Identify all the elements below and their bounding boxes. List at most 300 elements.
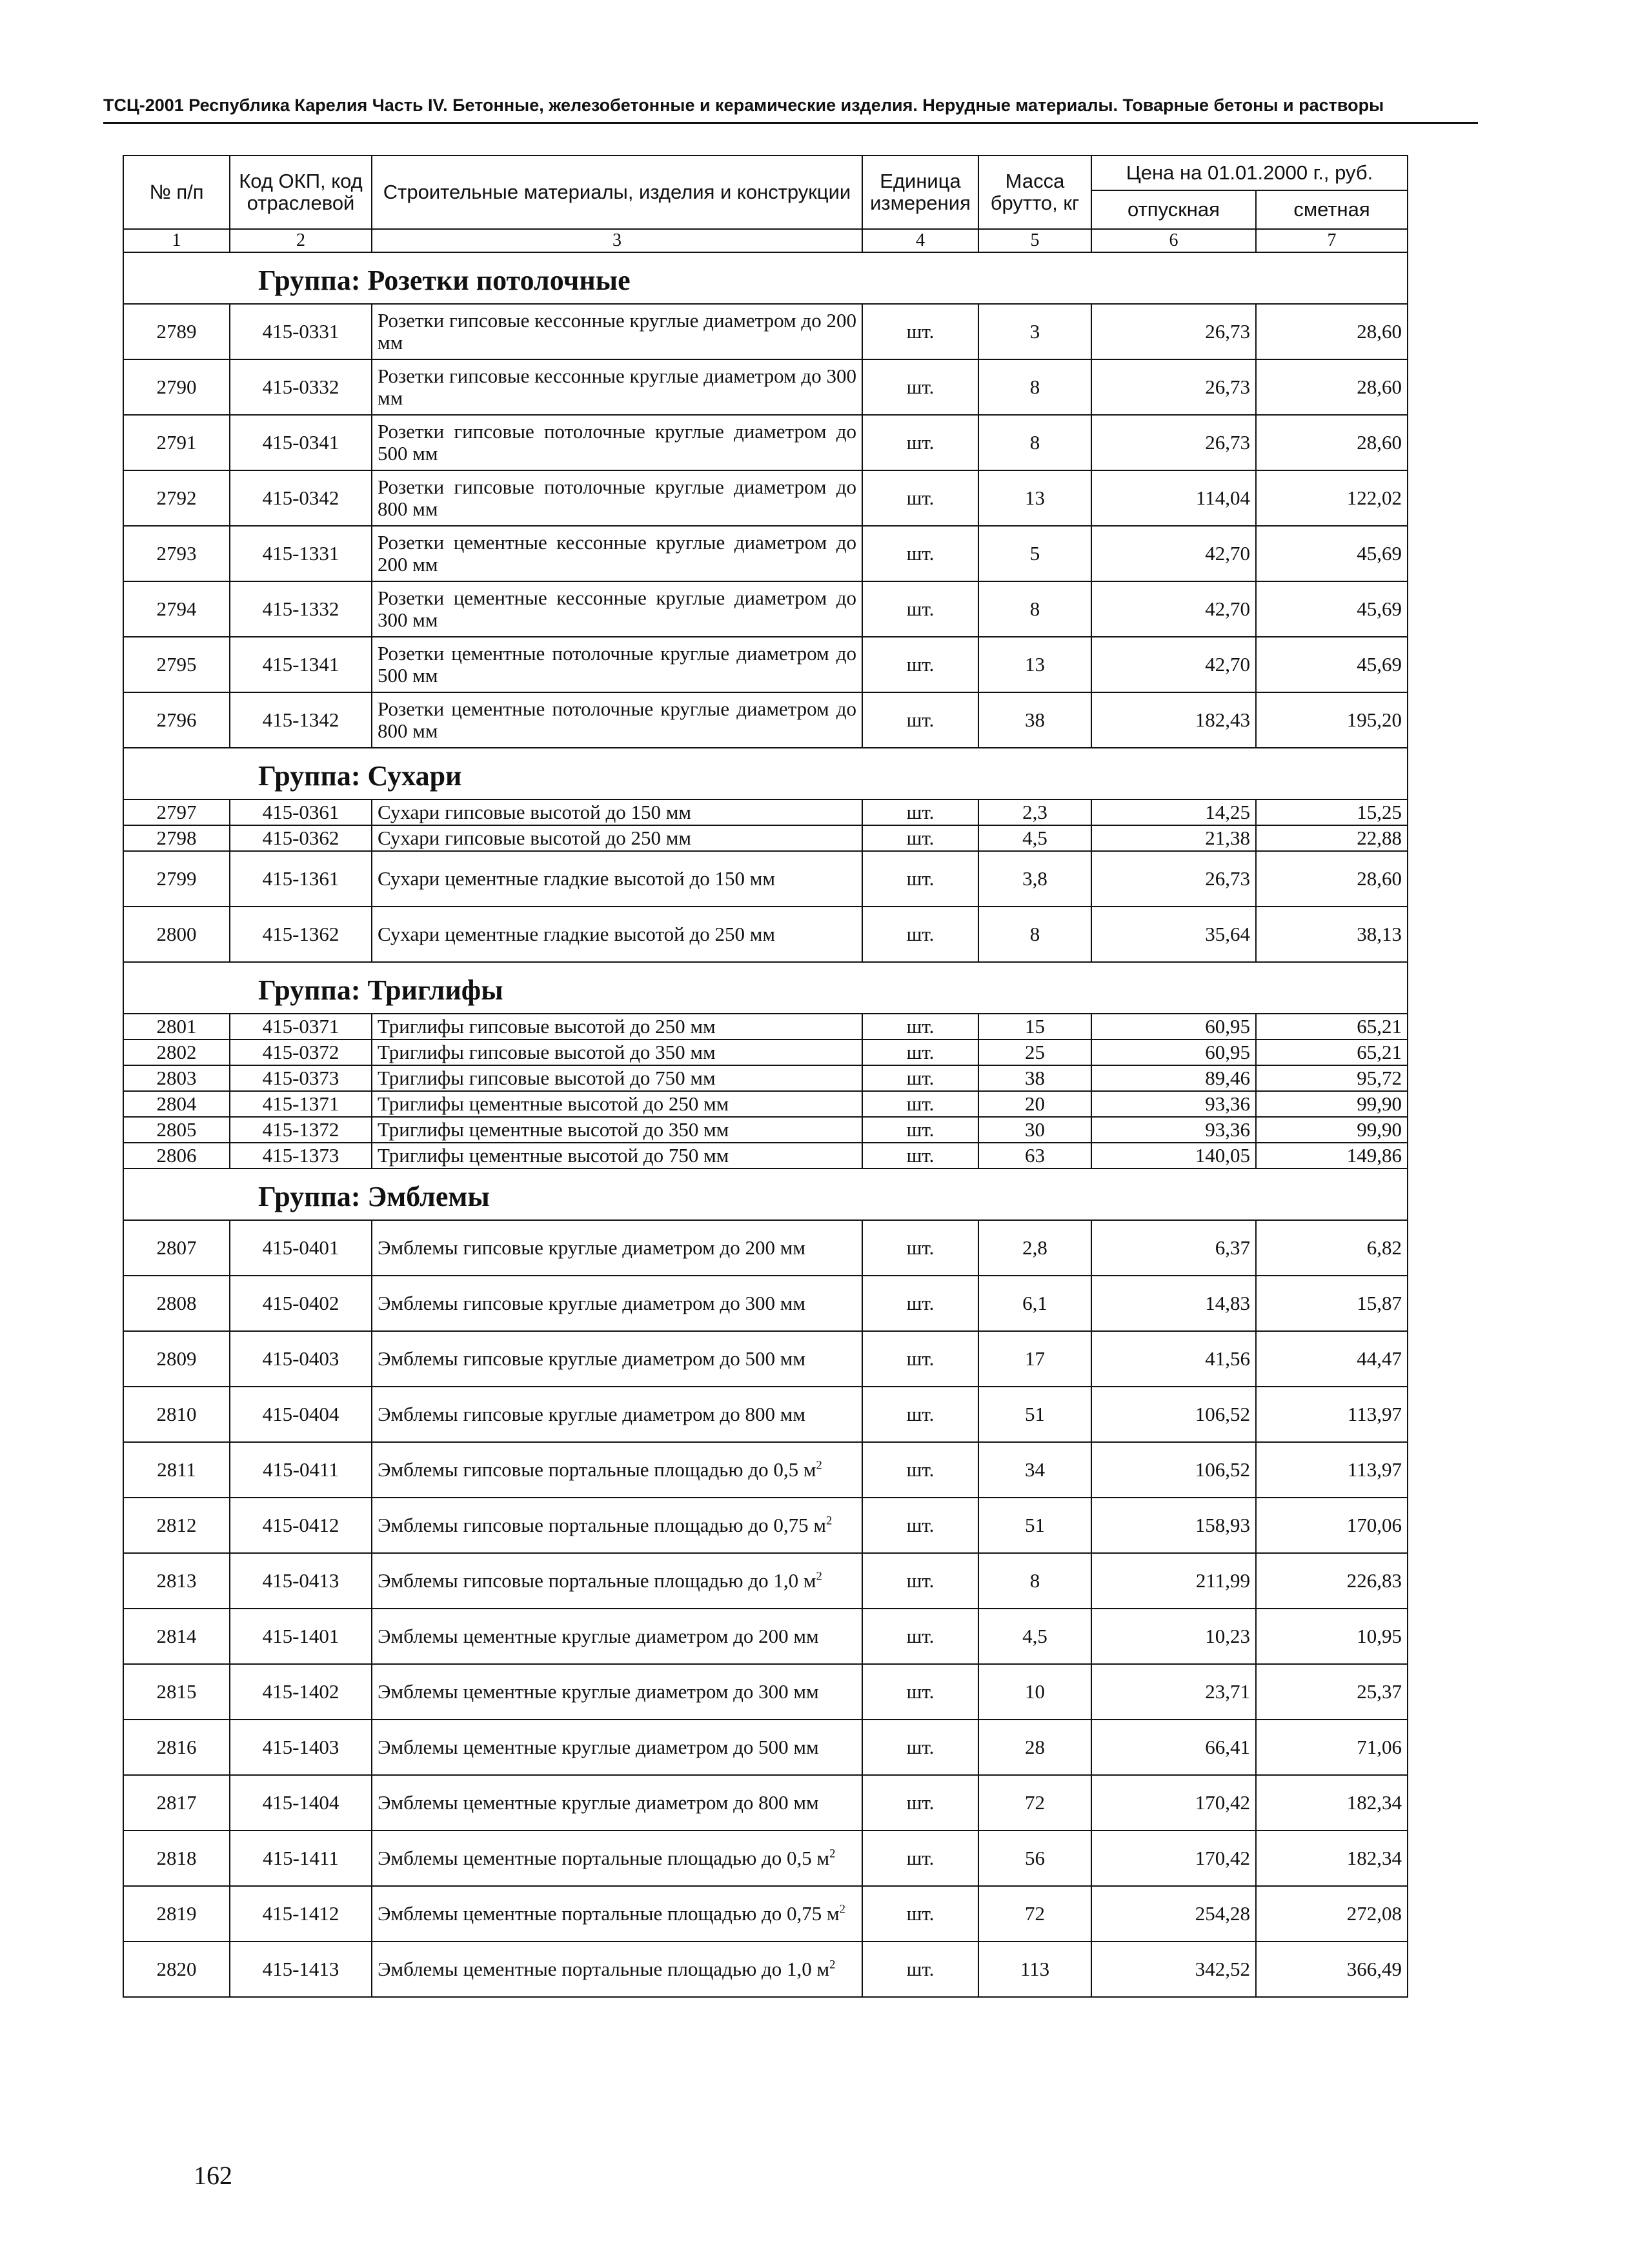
column-number: 2 xyxy=(230,229,372,252)
cell-name: Розетки гипсовые потолочные круглые диаметром до 500 мм xyxy=(372,415,862,470)
cell-mass: 13 xyxy=(978,470,1091,526)
cell-price-sale: 158,93 xyxy=(1091,1498,1256,1553)
cell-price-estimate: 22,88 xyxy=(1256,825,1408,851)
cell-num: 2795 xyxy=(123,637,230,692)
cell-name xyxy=(372,1553,862,1609)
cell-price-sale: 42,70 xyxy=(1091,581,1256,637)
table-row xyxy=(123,1775,1408,1831)
cell-unit: шт. xyxy=(862,1775,978,1831)
cell-price-sale: 10,23 xyxy=(1091,1609,1256,1664)
cell-mass: 8 xyxy=(978,1553,1091,1609)
cell-code: 415-0403 xyxy=(230,1331,372,1387)
cell-price-estimate: 99,90 xyxy=(1256,1091,1408,1117)
cell-price-estimate: 113,97 xyxy=(1256,1387,1408,1442)
cell-code: 415-1403 xyxy=(230,1720,372,1775)
cell-num: 2816 xyxy=(123,1720,230,1775)
cell-price-estimate: 6,82 xyxy=(1256,1220,1408,1276)
cell-code: 415-1413 xyxy=(230,1942,372,1997)
cell-num: 2796 xyxy=(123,692,230,748)
cell-mass: 3 xyxy=(978,304,1091,359)
column-number: 3 xyxy=(372,229,862,252)
cell-price-estimate: 15,25 xyxy=(1256,799,1408,825)
cell-num: 2809 xyxy=(123,1331,230,1387)
cell-code: 415-0361 xyxy=(230,799,372,825)
cell-name: Триглифы гипсовые высотой до 350 мм xyxy=(372,1039,862,1065)
cell-name: Эмблемы гипсовые круглые диаметром до 200 мм xyxy=(372,1220,862,1276)
cell-price-sale: 93,36 xyxy=(1091,1117,1256,1143)
name-text: Эмблемы цементные портальные площадью до 1,0 м xyxy=(378,1958,830,1980)
cell-code: 415-0412 xyxy=(230,1498,372,1553)
table-row xyxy=(123,1220,1408,1276)
cell-name: Триглифы гипсовые высотой до 750 мм xyxy=(372,1065,862,1091)
table-row xyxy=(123,1609,1408,1664)
cell-unit: шт. xyxy=(862,1276,978,1331)
cell-unit: шт. xyxy=(862,581,978,637)
cell-price-sale: 6,37 xyxy=(1091,1220,1256,1276)
cell-name: Эмблемы гипсовые круглые диаметром до 500 мм xyxy=(372,1331,862,1387)
table-row xyxy=(123,470,1408,526)
cell-num: 2791 xyxy=(123,415,230,470)
cell-mass: 4,5 xyxy=(978,825,1091,851)
table-row xyxy=(123,304,1408,359)
table-row xyxy=(123,799,1408,825)
col-header-price-estimate: сметная xyxy=(1256,190,1408,229)
cell-price-sale: 66,41 xyxy=(1091,1720,1256,1775)
cell-mass: 51 xyxy=(978,1387,1091,1442)
cell-unit: шт. xyxy=(862,470,978,526)
column-number: 1 xyxy=(123,229,230,252)
cell-mass: 17 xyxy=(978,1331,1091,1387)
cell-mass: 10 xyxy=(978,1664,1091,1720)
cell-price-sale: 114,04 xyxy=(1091,470,1256,526)
group-title: Группа: Триглифы xyxy=(258,974,503,1006)
cell-price-estimate: 182,34 xyxy=(1256,1775,1408,1831)
cell-name: Розетки гипсовые потолочные круглые диаметром до 800 мм xyxy=(372,470,862,526)
cell-name: Сухари гипсовые высотой до 250 мм xyxy=(372,825,862,851)
table-row xyxy=(123,1498,1408,1553)
cell-num: 2799 xyxy=(123,851,230,907)
cell-num: 2806 xyxy=(123,1143,230,1169)
column-number: 7 xyxy=(1256,229,1408,252)
cell-price-sale: 21,38 xyxy=(1091,825,1256,851)
page-number: 162 xyxy=(194,2161,232,2190)
cell-code: 415-1373 xyxy=(230,1143,372,1169)
cell-mass: 8 xyxy=(978,359,1091,415)
cell-mass: 25 xyxy=(978,1039,1091,1065)
table-row xyxy=(123,825,1408,851)
cell-price-sale: 170,42 xyxy=(1091,1775,1256,1831)
table-row xyxy=(123,1065,1408,1091)
cell-code: 415-1402 xyxy=(230,1664,372,1720)
table-row xyxy=(123,1387,1408,1442)
cell-code: 415-0413 xyxy=(230,1553,372,1609)
table-row xyxy=(123,1831,1408,1886)
cell-price-sale: 140,05 xyxy=(1091,1143,1256,1169)
table-row xyxy=(123,1664,1408,1720)
cell-name xyxy=(372,1886,862,1942)
cell-price-estimate: 366,49 xyxy=(1256,1942,1408,1997)
cell-name xyxy=(372,1942,862,1997)
cell-code: 415-1362 xyxy=(230,907,372,962)
group-row xyxy=(123,748,1408,799)
cell-unit: шт. xyxy=(862,1039,978,1065)
cell-price-estimate: 95,72 xyxy=(1256,1065,1408,1091)
group-cell xyxy=(123,1169,1408,1220)
cell-mass: 13 xyxy=(978,637,1091,692)
cell-num: 2801 xyxy=(123,1014,230,1039)
cell-name: Розетки гипсовые кессонные круглые диаметром до 300 мм xyxy=(372,359,862,415)
cell-code: 415-0331 xyxy=(230,304,372,359)
cell-code: 415-0373 xyxy=(230,1065,372,1091)
table-row xyxy=(123,1014,1408,1039)
cell-price-estimate: 122,02 xyxy=(1256,470,1408,526)
cell-unit: шт. xyxy=(862,1387,978,1442)
cell-price-sale: 26,73 xyxy=(1091,359,1256,415)
cell-unit: шт. xyxy=(862,825,978,851)
unit-superscript: 2 xyxy=(825,1514,833,1528)
cell-price-estimate: 170,06 xyxy=(1256,1498,1408,1553)
table-row xyxy=(123,1720,1408,1775)
cell-num: 2814 xyxy=(123,1609,230,1664)
cell-unit: шт. xyxy=(862,692,978,748)
cell-price-estimate: 195,20 xyxy=(1256,692,1408,748)
cell-num: 2817 xyxy=(123,1775,230,1831)
cell-unit: шт. xyxy=(862,1091,978,1117)
cell-unit: шт. xyxy=(862,359,978,415)
cell-num: 2790 xyxy=(123,359,230,415)
cell-name: Розетки гипсовые кессонные круглые диаметром до 200 мм xyxy=(372,304,862,359)
cell-num: 2802 xyxy=(123,1039,230,1065)
cell-code: 415-1371 xyxy=(230,1091,372,1117)
cell-mass: 30 xyxy=(978,1117,1091,1143)
cell-code: 415-0341 xyxy=(230,415,372,470)
cell-name: Триглифы цементные высотой до 350 мм xyxy=(372,1117,862,1143)
table-row xyxy=(123,1553,1408,1609)
col-header-num: № п/п xyxy=(123,156,230,229)
group-cell xyxy=(123,252,1408,304)
cell-price-sale: 170,42 xyxy=(1091,1831,1256,1886)
cell-mass: 38 xyxy=(978,1065,1091,1091)
cell-unit: шт. xyxy=(862,1065,978,1091)
cell-price-sale: 182,43 xyxy=(1091,692,1256,748)
cell-name: Эмблемы гипсовые круглые диаметром до 800 мм xyxy=(372,1387,862,1442)
table-row xyxy=(123,526,1408,581)
cell-price-sale: 42,70 xyxy=(1091,526,1256,581)
running-header: ТСЦ-2001 Республика Карелия Часть IV. Бетонные, железобетонные и керамические изделия. Нерудные материалы. Товарные бетоны и растворы xyxy=(103,95,1478,124)
cell-unit: шт. xyxy=(862,304,978,359)
cell-price-estimate: 65,21 xyxy=(1256,1014,1408,1039)
table-row xyxy=(123,1886,1408,1942)
table-row xyxy=(123,359,1408,415)
cell-mass: 6,1 xyxy=(978,1276,1091,1331)
cell-code: 415-0372 xyxy=(230,1039,372,1065)
column-number: 4 xyxy=(862,229,978,252)
table-row xyxy=(123,1039,1408,1065)
cell-price-sale: 60,95 xyxy=(1091,1014,1256,1039)
cell-mass: 8 xyxy=(978,907,1091,962)
cell-mass: 3,8 xyxy=(978,851,1091,907)
cell-price-estimate: 113,97 xyxy=(1256,1442,1408,1498)
cell-unit: шт. xyxy=(862,1117,978,1143)
col-header-mass: Масса брутто, кг xyxy=(978,156,1091,229)
table-row xyxy=(123,415,1408,470)
cell-code: 415-1341 xyxy=(230,637,372,692)
cell-name: Сухари цементные гладкие высотой до 150 мм xyxy=(372,851,862,907)
cell-price-estimate: 28,60 xyxy=(1256,415,1408,470)
cell-mass: 56 xyxy=(978,1831,1091,1886)
cell-mass: 2,8 xyxy=(978,1220,1091,1276)
cell-num: 2804 xyxy=(123,1091,230,1117)
group-title: Группа: Сухари xyxy=(258,760,462,792)
cell-unit: шт. xyxy=(862,415,978,470)
cell-price-sale: 41,56 xyxy=(1091,1331,1256,1387)
column-number: 6 xyxy=(1091,229,1256,252)
cell-num: 2805 xyxy=(123,1117,230,1143)
cell-unit: шт. xyxy=(862,637,978,692)
cell-unit: шт. xyxy=(862,1014,978,1039)
cell-mass: 72 xyxy=(978,1775,1091,1831)
cell-code: 415-0402 xyxy=(230,1276,372,1331)
cell-num: 2798 xyxy=(123,825,230,851)
cell-price-estimate: 45,69 xyxy=(1256,637,1408,692)
cell-name: Эмблемы цементные круглые диаметром до 500 мм xyxy=(372,1720,862,1775)
cell-mass: 20 xyxy=(978,1091,1091,1117)
cell-price-estimate: 226,83 xyxy=(1256,1553,1408,1609)
cell-name: Розетки цементные кессонные круглые диаметром до 200 мм xyxy=(372,526,862,581)
cell-price-estimate: 28,60 xyxy=(1256,359,1408,415)
cell-price-estimate: 45,69 xyxy=(1256,581,1408,637)
table-row xyxy=(123,1276,1408,1331)
cell-code: 415-0332 xyxy=(230,359,372,415)
cell-code: 415-1401 xyxy=(230,1609,372,1664)
cell-name: Триглифы цементные высотой до 750 мм xyxy=(372,1143,862,1169)
cell-unit: шт. xyxy=(862,1831,978,1886)
cell-mass: 28 xyxy=(978,1720,1091,1775)
cell-unit: шт. xyxy=(862,1886,978,1942)
cell-name: Эмблемы гипсовые круглые диаметром до 300 мм xyxy=(372,1276,862,1331)
cell-price-sale: 26,73 xyxy=(1091,415,1256,470)
cell-code: 415-1372 xyxy=(230,1117,372,1143)
cell-code: 415-0371 xyxy=(230,1014,372,1039)
cell-price-sale: 23,71 xyxy=(1091,1664,1256,1720)
cell-unit: шт. xyxy=(862,1143,978,1169)
group-title: Группа: Розетки потолочные xyxy=(258,265,631,296)
cell-num: 2811 xyxy=(123,1442,230,1498)
cell-name xyxy=(372,1498,862,1553)
cell-mass: 113 xyxy=(978,1942,1091,1997)
table-row xyxy=(123,1442,1408,1498)
group-row xyxy=(123,252,1408,304)
cell-code: 415-1411 xyxy=(230,1831,372,1886)
table-row xyxy=(123,1942,1408,1997)
table-row xyxy=(123,692,1408,748)
col-header-price-group: Цена на 01.01.2000 г., руб. xyxy=(1091,156,1408,190)
cell-num: 2812 xyxy=(123,1498,230,1553)
cell-unit: шт. xyxy=(862,1331,978,1387)
cell-price-sale: 42,70 xyxy=(1091,637,1256,692)
cell-unit: шт. xyxy=(862,1942,978,1997)
group-title: Группа: Эмблемы xyxy=(258,1181,490,1212)
cell-price-sale: 26,73 xyxy=(1091,851,1256,907)
cell-code: 415-1404 xyxy=(230,1775,372,1831)
group-row xyxy=(123,1169,1408,1220)
cell-mass: 34 xyxy=(978,1442,1091,1498)
cell-mass: 8 xyxy=(978,581,1091,637)
cell-unit: шт. xyxy=(862,907,978,962)
unit-superscript: 2 xyxy=(816,1458,822,1472)
name-text: Эмблемы гипсовые портальные площадью до 1,0 м xyxy=(378,1569,816,1592)
table-row xyxy=(123,1331,1408,1387)
cell-price-estimate: 10,95 xyxy=(1256,1609,1408,1664)
cell-code: 415-0342 xyxy=(230,470,372,526)
cell-unit: шт. xyxy=(862,1553,978,1609)
table-row xyxy=(123,1091,1408,1117)
cell-price-estimate: 71,06 xyxy=(1256,1720,1408,1775)
cell-unit: шт. xyxy=(862,1609,978,1664)
cell-unit: шт. xyxy=(862,1664,978,1720)
table-row xyxy=(123,851,1408,907)
cell-mass: 15 xyxy=(978,1014,1091,1039)
table-row xyxy=(123,1143,1408,1169)
cell-price-estimate: 65,21 xyxy=(1256,1039,1408,1065)
cell-num: 2803 xyxy=(123,1065,230,1091)
cell-price-sale: 254,28 xyxy=(1091,1886,1256,1942)
cell-num: 2793 xyxy=(123,526,230,581)
cell-mass: 8 xyxy=(978,415,1091,470)
column-number: 5 xyxy=(978,229,1091,252)
col-header-code: Код ОКП, код отраслевой xyxy=(230,156,372,229)
cell-mass: 5 xyxy=(978,526,1091,581)
cell-code: 415-1342 xyxy=(230,692,372,748)
cell-mass: 51 xyxy=(978,1498,1091,1553)
group-cell xyxy=(123,962,1408,1014)
cell-code: 415-0411 xyxy=(230,1442,372,1498)
cell-name: Эмблемы цементные круглые диаметром до 300 мм xyxy=(372,1664,862,1720)
cell-unit: шт. xyxy=(862,799,978,825)
cell-num: 2800 xyxy=(123,907,230,962)
cell-unit: шт. xyxy=(862,1498,978,1553)
cell-mass: 38 xyxy=(978,692,1091,748)
cell-code: 415-1361 xyxy=(230,851,372,907)
cell-num: 2820 xyxy=(123,1942,230,1997)
col-header-unit: Единица измерения xyxy=(862,156,978,229)
cell-name: Сухари цементные гладкие высотой до 250 мм xyxy=(372,907,862,962)
cell-unit: шт. xyxy=(862,1220,978,1276)
cell-price-sale: 106,52 xyxy=(1091,1387,1256,1442)
cell-price-sale: 60,95 xyxy=(1091,1039,1256,1065)
cell-price-estimate: 45,69 xyxy=(1256,526,1408,581)
cell-num: 2792 xyxy=(123,470,230,526)
cell-name: Сухари гипсовые высотой до 150 мм xyxy=(372,799,862,825)
cell-name: Эмблемы цементные круглые диаметром до 200 мм xyxy=(372,1609,862,1664)
table-row xyxy=(123,637,1408,692)
cell-name: Розетки цементные кессонные круглые диаметром до 300 мм xyxy=(372,581,862,637)
name-text: Эмблемы гипсовые портальные площадью до 0,75 м xyxy=(378,1514,826,1536)
column-numbers-row xyxy=(123,229,1408,252)
price-table xyxy=(123,155,1408,1998)
cell-code: 415-1332 xyxy=(230,581,372,637)
cell-num: 2797 xyxy=(123,799,230,825)
cell-code: 415-0401 xyxy=(230,1220,372,1276)
cell-num: 2815 xyxy=(123,1664,230,1720)
name-text: Эмблемы цементные портальные площадью до 0,5 м xyxy=(378,1847,830,1869)
cell-name: Триглифы цементные высотой до 250 мм xyxy=(372,1091,862,1117)
cell-unit: шт. xyxy=(862,851,978,907)
cell-unit: шт. xyxy=(862,526,978,581)
cell-num: 2789 xyxy=(123,304,230,359)
cell-num: 2810 xyxy=(123,1387,230,1442)
cell-price-sale: 26,73 xyxy=(1091,304,1256,359)
cell-name xyxy=(372,1442,862,1498)
cell-price-estimate: 28,60 xyxy=(1256,851,1408,907)
table-header xyxy=(123,156,1408,252)
cell-num: 2794 xyxy=(123,581,230,637)
table-row xyxy=(123,907,1408,962)
cell-price-sale: 35,64 xyxy=(1091,907,1256,962)
cell-unit: шт. xyxy=(862,1442,978,1498)
cell-price-estimate: 28,60 xyxy=(1256,304,1408,359)
group-cell xyxy=(123,748,1408,799)
col-header-name: Строительные материалы, изделия и конструкции xyxy=(372,156,862,229)
cell-unit: шт. xyxy=(862,1720,978,1775)
cell-price-estimate: 38,13 xyxy=(1256,907,1408,962)
cell-mass: 63 xyxy=(978,1143,1091,1169)
unit-superscript: 2 xyxy=(829,1958,836,1972)
cell-mass: 2,3 xyxy=(978,799,1091,825)
cell-price-sale: 211,99 xyxy=(1091,1553,1256,1609)
col-header-price-sale: отпускная xyxy=(1091,190,1256,229)
cell-num: 2813 xyxy=(123,1553,230,1609)
table-body xyxy=(123,252,1408,1997)
cell-price-sale: 106,52 xyxy=(1091,1442,1256,1498)
name-text: Эмблемы цементные портальные площадью до 0,75 м xyxy=(378,1902,840,1925)
cell-price-sale: 89,46 xyxy=(1091,1065,1256,1091)
cell-price-sale: 14,83 xyxy=(1091,1276,1256,1331)
cell-name: Эмблемы цементные круглые диаметром до 800 мм xyxy=(372,1775,862,1831)
cell-num: 2818 xyxy=(123,1831,230,1886)
cell-name: Розетки цементные потолочные круглые диаметром до 500 мм xyxy=(372,637,862,692)
cell-price-estimate: 99,90 xyxy=(1256,1117,1408,1143)
cell-name xyxy=(372,1831,862,1886)
unit-superscript: 2 xyxy=(839,1902,845,1916)
cell-code: 415-0362 xyxy=(230,825,372,851)
cell-price-sale: 93,36 xyxy=(1091,1091,1256,1117)
cell-name: Триглифы гипсовые высотой до 250 мм xyxy=(372,1014,862,1039)
cell-price-estimate: 272,08 xyxy=(1256,1886,1408,1942)
cell-mass: 4,5 xyxy=(978,1609,1091,1664)
cell-code: 415-1331 xyxy=(230,526,372,581)
table-row xyxy=(123,581,1408,637)
cell-code: 415-0404 xyxy=(230,1387,372,1442)
name-text: Эмблемы гипсовые портальные площадью до 0,5 м xyxy=(378,1458,816,1481)
cell-price-estimate: 25,37 xyxy=(1256,1664,1408,1720)
cell-name: Розетки цементные потолочные круглые диаметром до 800 мм xyxy=(372,692,862,748)
unit-superscript: 2 xyxy=(829,1847,836,1861)
unit-superscript: 2 xyxy=(816,1569,822,1583)
cell-price-estimate: 182,34 xyxy=(1256,1831,1408,1886)
group-row xyxy=(123,962,1408,1014)
cell-num: 2819 xyxy=(123,1886,230,1942)
cell-price-estimate: 149,86 xyxy=(1256,1143,1408,1169)
cell-price-sale: 342,52 xyxy=(1091,1942,1256,1997)
cell-code: 415-1412 xyxy=(230,1886,372,1942)
cell-price-estimate: 44,47 xyxy=(1256,1331,1408,1387)
table-row xyxy=(123,1117,1408,1143)
cell-mass: 72 xyxy=(978,1886,1091,1942)
cell-price-sale: 14,25 xyxy=(1091,799,1256,825)
cell-price-estimate: 15,87 xyxy=(1256,1276,1408,1331)
cell-num: 2808 xyxy=(123,1276,230,1331)
